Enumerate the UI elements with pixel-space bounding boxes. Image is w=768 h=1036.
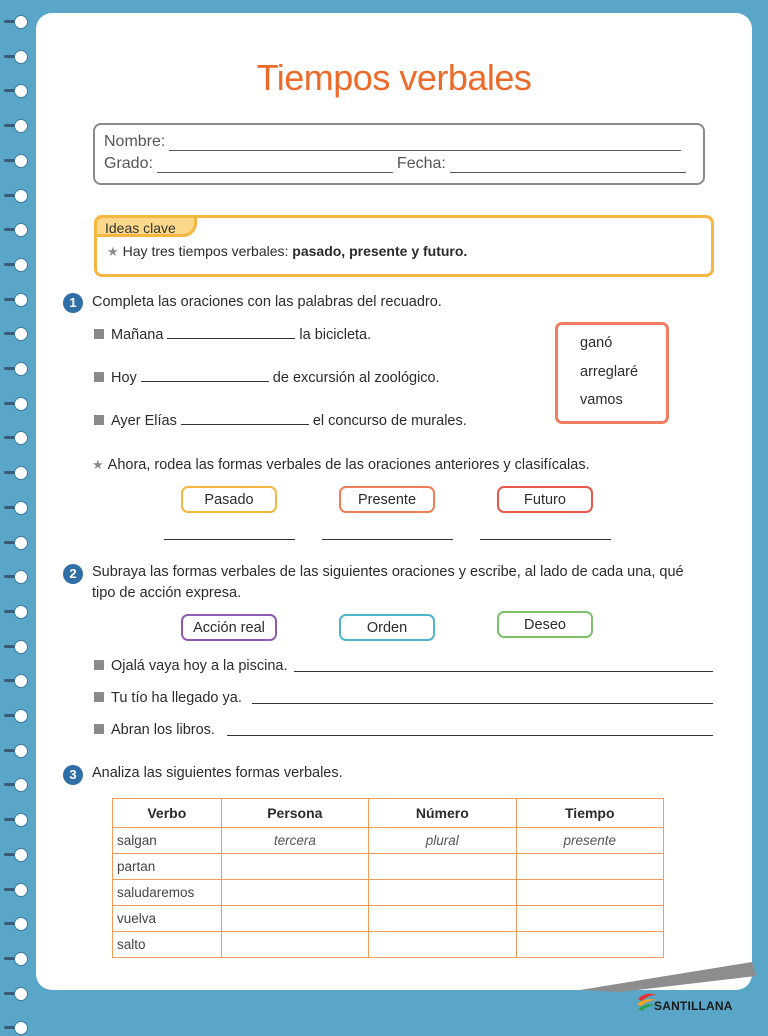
type-deseo: Deseo (497, 611, 593, 638)
spiral-ring (4, 743, 32, 759)
spiral-ring (4, 951, 32, 967)
spiral-ring (4, 326, 32, 342)
question-3-number: 3 (63, 765, 83, 785)
spiral-ring (4, 673, 32, 689)
spiral-ring (4, 916, 32, 932)
spiral-ring (4, 986, 32, 1002)
student-info-box (93, 123, 705, 185)
numero-cell[interactable] (369, 906, 516, 932)
spiral-ring (4, 708, 32, 724)
spiral-ring (4, 257, 32, 273)
spiral-ring (4, 361, 32, 377)
question-2-prompt-line2: tipo de acción expresa. (92, 585, 242, 601)
name-field[interactable] (169, 136, 681, 151)
tiempo-cell[interactable] (516, 932, 663, 958)
word-bank-box (555, 322, 669, 424)
square-bullet-icon (94, 660, 104, 670)
grade-date-row (104, 155, 686, 173)
spiral-ring (4, 292, 32, 308)
table-row (113, 906, 664, 932)
numero-cell[interactable] (369, 932, 516, 958)
question-3-prompt: Analiza las siguientes formas verbales. (92, 765, 343, 781)
pasado-answer-line[interactable] (164, 539, 295, 540)
spiral-binding (0, 0, 40, 1024)
q1-s2-blank[interactable] (141, 369, 269, 382)
key-ideas-bold: pasado, presente y futuro. (292, 243, 468, 259)
q1-s2-pre: Hoy (111, 370, 137, 386)
publisher-name: SANTILLANA (654, 999, 733, 1013)
type-accion-real: Acción real (181, 614, 277, 641)
futuro-answer-line[interactable] (480, 539, 611, 540)
square-bullet-icon (94, 329, 104, 339)
verb-analysis-table (112, 798, 664, 958)
q1-s1-post: la bicicleta. (299, 327, 372, 343)
q1-s2-post: de excursión al zoológico. (272, 370, 440, 386)
key-ideas-tab: Ideas clave (94, 215, 197, 237)
question-1-number: 1 (63, 293, 83, 313)
spiral-ring (4, 604, 32, 620)
q2-sentence-1 (94, 658, 288, 674)
key-ideas-plain: Hay tres tiempos verbales: (122, 243, 293, 259)
q2-s3-text: Abran los libros. (111, 722, 215, 738)
q1-s1-pre: Mañana (111, 327, 164, 343)
page-curl-shadow (580, 962, 760, 992)
spiral-ring (4, 118, 32, 134)
spiral-ring (4, 222, 32, 238)
table-row (113, 854, 664, 880)
numero-cell[interactable] (369, 880, 516, 906)
key-ideas-box (94, 215, 714, 277)
q1-subprompt-text: Ahora, rodea las formas verbales de las oraciones anteriores y clasifícalas. (107, 457, 590, 473)
spiral-ring (4, 396, 32, 412)
square-bullet-icon (94, 415, 104, 425)
spiral-ring (4, 153, 32, 169)
name-label: Nombre: (104, 133, 166, 150)
table-row (113, 880, 664, 906)
q1-sentence-1 (94, 326, 371, 343)
question-2-prompt-line1: Subraya las formas verbales de las siguientes oraciones y escribe, al lado de cada una, qué (92, 564, 684, 580)
spiral-ring (4, 188, 32, 204)
q2-sentence-2 (94, 690, 242, 706)
persona-cell[interactable] (221, 932, 368, 958)
persona-cell: tercera (221, 828, 368, 854)
verb-cell: salgan (113, 828, 222, 854)
spiral-ring (4, 14, 32, 30)
header-verbo: Verbo (113, 799, 222, 828)
persona-cell[interactable] (221, 906, 368, 932)
verb-cell: vuelva (113, 906, 222, 932)
table-row (113, 932, 664, 958)
q2-s3-answer-line[interactable] (227, 735, 713, 736)
verb-cell: saludaremos (113, 880, 222, 906)
date-field[interactable] (450, 158, 686, 173)
q1-sentence-2 (94, 369, 440, 386)
q1-s1-blank[interactable] (167, 326, 295, 339)
spiral-ring (4, 882, 32, 898)
q1-s3-post: el concurso de murales. (312, 413, 467, 429)
q1-s3-pre: Ayer Elías (111, 413, 177, 429)
q2-s1-answer-line[interactable] (294, 671, 713, 672)
spiral-ring (4, 83, 32, 99)
spiral-ring (4, 535, 32, 551)
spiral-ring (4, 777, 32, 793)
numero-cell: plural (369, 828, 516, 854)
tiempo-cell[interactable] (516, 880, 663, 906)
q1-s3-blank[interactable] (181, 412, 309, 425)
square-bullet-icon (94, 692, 104, 702)
header-tiempo: Tiempo (516, 799, 663, 828)
type-orden: Orden (339, 614, 435, 641)
grade-label: Grado: (104, 155, 153, 172)
category-pasado: Pasado (181, 486, 277, 513)
word-bank-item: arreglaré (580, 364, 639, 380)
tiempo-cell[interactable] (516, 854, 663, 880)
key-ideas-text (107, 243, 467, 260)
q1-subprompt (92, 457, 590, 473)
q2-s2-text: Tu tío ha llegado ya. (111, 690, 242, 706)
header-numero: Número (369, 799, 516, 828)
spiral-ring (4, 465, 32, 481)
spiral-ring (4, 639, 32, 655)
square-bullet-icon (94, 372, 104, 382)
square-bullet-icon (94, 724, 104, 734)
spiral-ring (4, 49, 32, 65)
persona-cell[interactable] (221, 880, 368, 906)
name-row (104, 133, 681, 151)
numero-cell[interactable] (369, 854, 516, 880)
category-futuro: Futuro (497, 486, 593, 513)
date-label: Fecha: (396, 155, 446, 172)
presente-answer-line[interactable] (322, 539, 453, 540)
word-bank-item: ganó (580, 335, 613, 351)
question-2-number: 2 (63, 564, 83, 584)
question-1-prompt: Completa las oraciones con las palabras del recuadro. (92, 294, 442, 310)
spiral-ring (4, 847, 32, 863)
word-bank-item: vamos (580, 392, 623, 408)
spiral-ring (4, 569, 32, 585)
grade-field[interactable] (157, 158, 393, 173)
q2-s2-answer-line[interactable] (252, 703, 713, 704)
spiral-ring (4, 430, 32, 446)
spiral-ring (4, 812, 32, 828)
table-row (113, 828, 664, 854)
q2-sentence-3 (94, 722, 215, 738)
page-title: Tiempos verbales (256, 57, 532, 98)
tiempo-cell: presente (516, 828, 663, 854)
star-icon: ★ (92, 457, 104, 472)
verb-cell: salto (113, 932, 222, 958)
category-presente: Presente (339, 486, 435, 513)
persona-cell[interactable] (221, 854, 368, 880)
verb-cell: partan (113, 854, 222, 880)
worksheet-page (36, 13, 752, 990)
spiral-ring (4, 500, 32, 516)
q1-sentence-3 (94, 412, 467, 429)
header-persona: Persona (221, 799, 368, 828)
star-icon: ★ (107, 244, 119, 259)
santillana-logo (636, 991, 733, 1017)
spiral-ring (4, 1020, 32, 1036)
tiempo-cell[interactable] (516, 906, 663, 932)
table-header-row (113, 799, 664, 828)
q2-s1-text: Ojalá vaya hoy a la piscina. (111, 658, 288, 674)
